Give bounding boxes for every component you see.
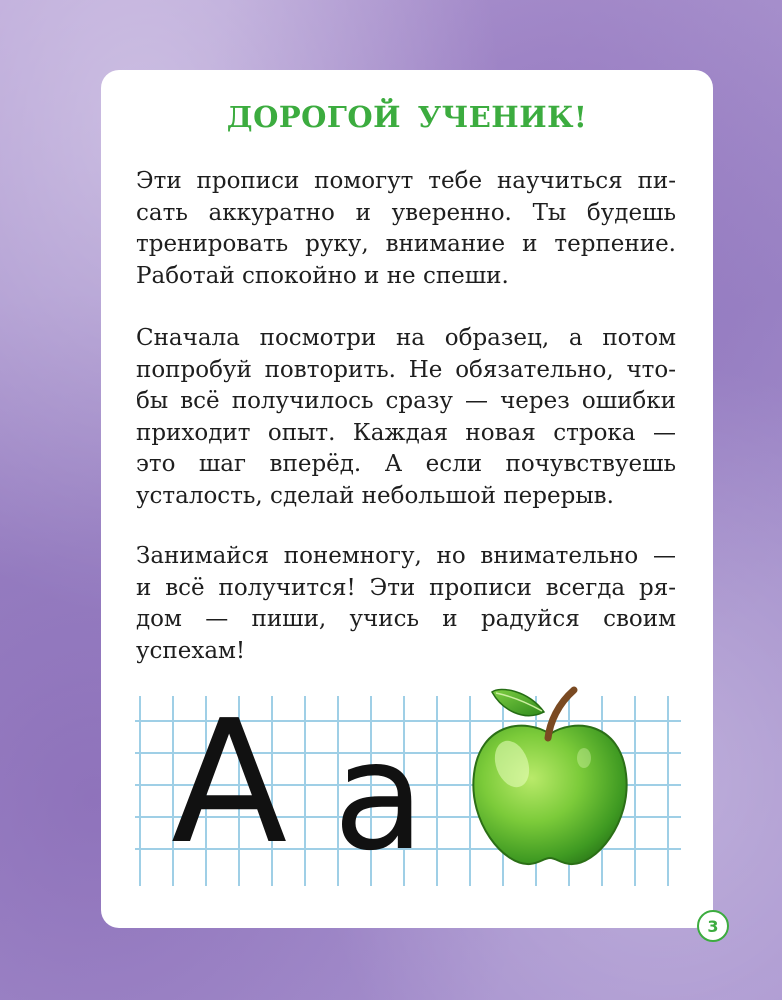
paragraph-line: тренировать руку, внимание и терпение. (136, 231, 676, 257)
paragraph-line: бы всё получилось сразу — через ошибки (136, 388, 676, 414)
paragraph-1 (136, 166, 676, 292)
paragraph-line: попробуй повторить. Не обязательно, что- (136, 356, 676, 383)
page-card (101, 70, 713, 928)
paragraph-line: сать аккуратно и уверенно. Ты будешь (136, 199, 676, 226)
paragraph-line: Занимайся понемногу, но внимательно — (136, 543, 676, 569)
paragraph-3 (136, 541, 676, 667)
paragraph-line: и всё получится! Эти прописи всегда ря- (136, 574, 676, 601)
paragraph-line: Эти прописи помогут тебе научиться пи- (136, 168, 676, 194)
paragraph-line: Сначала посмотри на образец, а потом (136, 325, 676, 351)
paragraph-line: Работай спокойно и не спеши. (136, 262, 509, 289)
paragraph-line: усталость, сделай небольшой перерыв. (136, 482, 614, 509)
paragraph-line: дом — пиши, учись и радуйся своим (136, 606, 676, 632)
apple-icon (466, 682, 634, 870)
lowercase-letter: а (333, 710, 425, 884)
paragraph-line: это шаг вперёд. А если почувствуешь (136, 451, 676, 477)
paragraph-line: успехам! (136, 637, 246, 664)
page-number-badge: 3 (697, 910, 729, 942)
page-title: ДОРОГОЙ УЧЕНИК! (226, 100, 588, 134)
paragraph-2 (136, 323, 676, 512)
uppercase-letter: А (171, 684, 288, 882)
paragraph-line: приходит опыт. Каждая новая строка — (136, 419, 676, 446)
